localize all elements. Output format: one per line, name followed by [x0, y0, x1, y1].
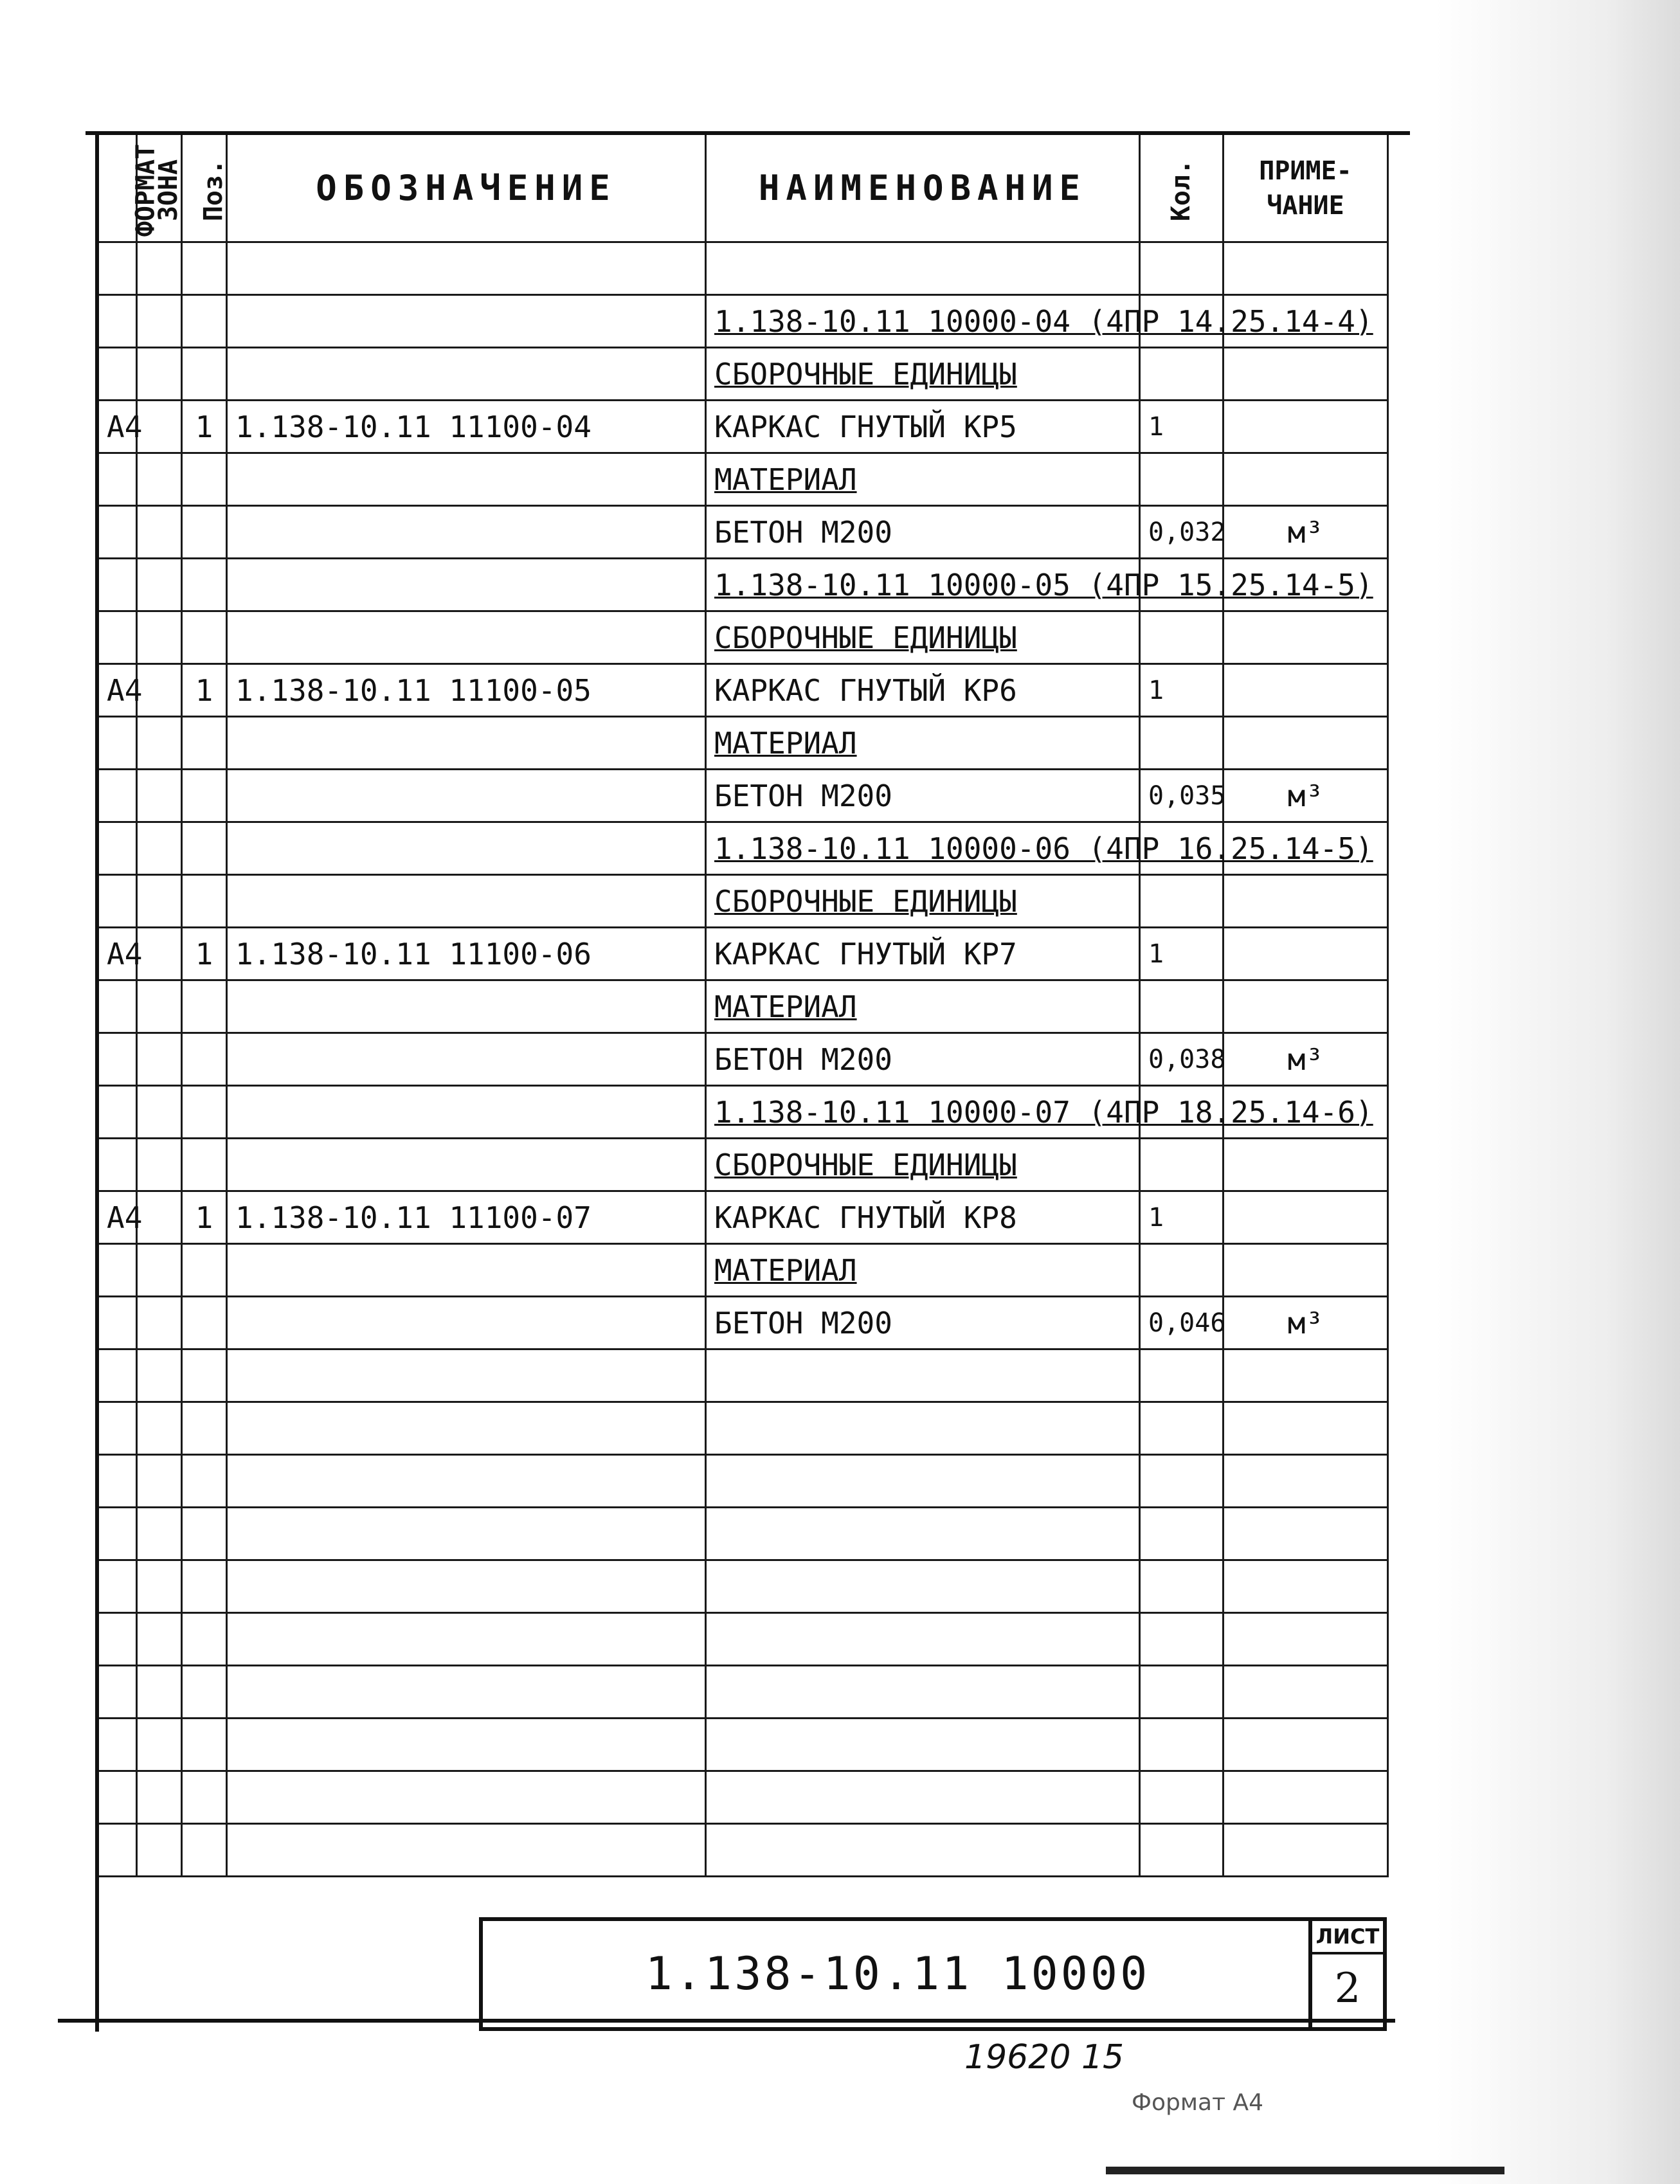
cell-note: [1224, 1613, 1388, 1666]
header-row: [98, 134, 1388, 242]
cell-qty: [1140, 1402, 1224, 1455]
cell-pos: [182, 1613, 227, 1666]
cell-format: [98, 980, 137, 1033]
header-zone: ЗОНА: [137, 134, 182, 242]
cell-format: [98, 1086, 137, 1139]
cell-zone: [137, 295, 182, 348]
table-row: [98, 1560, 1388, 1613]
cell-qty: [1140, 1455, 1224, 1508]
cell-zone: [137, 1033, 182, 1086]
cell-name: [706, 1824, 1140, 1877]
cell-pos: [182, 1455, 227, 1508]
cell-format: [98, 1719, 137, 1771]
scan-edge-shading: [1436, 0, 1680, 2184]
cell-note: м³: [1224, 770, 1388, 822]
table-row: [98, 1349, 1388, 1402]
cell-pos: [182, 875, 227, 928]
cell-qty: [1140, 717, 1224, 770]
cell-format: [98, 1666, 137, 1719]
table-row: [98, 559, 1388, 611]
cell-format: [98, 1033, 137, 1086]
table-row: [98, 1613, 1388, 1666]
cell-qty: [1140, 453, 1224, 506]
cell-zone: [137, 1666, 182, 1719]
cell-pos: [182, 1139, 227, 1191]
specification-table: [97, 133, 1389, 1877]
table-row: [98, 664, 1388, 717]
cell-format: [98, 1139, 137, 1191]
cell-pos: [182, 822, 227, 875]
cell-pos: [182, 559, 227, 611]
table-row: [98, 1139, 1388, 1191]
cell-zone: [137, 822, 182, 875]
table-row: [98, 611, 1388, 664]
cell-zone: [137, 1139, 182, 1191]
cell-zone: [137, 1613, 182, 1666]
cell-zone: [137, 770, 182, 822]
cell-zone: [137, 242, 182, 295]
cell-format: [98, 1297, 137, 1349]
cell-note: [1224, 1191, 1388, 1244]
table-row: [98, 1771, 1388, 1824]
cell-designation: [227, 1139, 706, 1191]
table-row: [98, 1191, 1388, 1244]
table-row: [98, 1824, 1388, 1877]
cell-qty: 0,038: [1140, 1033, 1224, 1086]
cell-format: [98, 770, 137, 822]
cell-designation: [227, 242, 706, 295]
cell-zone: [137, 1244, 182, 1297]
title-block: [479, 1917, 1312, 2031]
cell-pos: [182, 453, 227, 506]
cell-zone: [137, 1402, 182, 1455]
cell-designation: [227, 1297, 706, 1349]
cell-designation: [227, 453, 706, 506]
cell-pos: [182, 506, 227, 559]
table-row: [98, 401, 1388, 453]
table-row: [98, 1297, 1388, 1349]
cell-zone: [137, 1824, 182, 1877]
cell-qty: [1140, 611, 1224, 664]
cell-note: [1224, 348, 1388, 401]
cell-zone: [137, 1508, 182, 1560]
cell-note: м³: [1224, 1297, 1388, 1349]
cell-format: [98, 559, 137, 611]
table-row: [98, 1033, 1388, 1086]
cell-format: [98, 1402, 137, 1455]
cell-note: [1224, 664, 1388, 717]
cell-designation: [227, 348, 706, 401]
cell-name: КАРКАС ГНУТЫЙ КР5: [706, 401, 1140, 453]
cell-name: [706, 242, 1140, 295]
cell-pos: 1: [182, 401, 227, 453]
cell-name: [706, 1719, 1140, 1771]
cell-zone: [137, 1719, 182, 1771]
cell-note: м³: [1224, 506, 1388, 559]
cell-designation: [227, 717, 706, 770]
cell-zone: [137, 506, 182, 559]
cell-qty: [1140, 1139, 1224, 1191]
format-note: Формат А4: [1132, 2089, 1264, 2116]
cell-note: [1224, 453, 1388, 506]
cell-designation: 1.138-10.11 11100-07: [227, 1191, 706, 1244]
cell-name: [706, 1771, 1140, 1824]
cell-format: [98, 506, 137, 559]
cell-format: [98, 1508, 137, 1560]
cell-qty: [1140, 875, 1224, 928]
cell-pos: [182, 1508, 227, 1560]
cell-note: [1224, 1824, 1388, 1877]
table-row: [98, 1719, 1388, 1771]
cell-format: [98, 1560, 137, 1613]
cell-note: [1224, 1402, 1388, 1455]
cell-name: КАРКАС ГНУТЫЙ КР8: [706, 1191, 1140, 1244]
sheet-label: ЛИСТ: [1312, 1921, 1383, 1954]
cell-zone: [137, 664, 182, 717]
cell-format: [98, 611, 137, 664]
cell-name: БЕТОН М200: [706, 506, 1140, 559]
table-row: [98, 1455, 1388, 1508]
archive-number: 19620 15: [964, 2038, 1125, 2077]
cell-pos: 1: [182, 1191, 227, 1244]
cell-pos: [182, 1349, 227, 1402]
table-row: [98, 770, 1388, 822]
cell-name: БЕТОН М200: [706, 1033, 1140, 1086]
cell-designation: [227, 506, 706, 559]
cell-format: [98, 348, 137, 401]
table-row: [98, 242, 1388, 295]
cell-format: А4: [98, 401, 137, 453]
frame-left-line: [95, 131, 99, 2032]
cell-designation: [227, 1824, 706, 1877]
table-row: [98, 506, 1388, 559]
cell-format: [98, 875, 137, 928]
cell-note: м³: [1224, 1033, 1388, 1086]
cell-designation: [227, 822, 706, 875]
table-row: [98, 822, 1388, 875]
cell-qty: 0,032: [1140, 506, 1224, 559]
cell-name: [706, 1613, 1140, 1666]
cell-name: БЕТОН М200: [706, 770, 1140, 822]
cell-format: А4: [98, 664, 137, 717]
cell-qty: [1140, 1719, 1224, 1771]
cell-qty: [1140, 1349, 1224, 1402]
cell-name: [706, 1508, 1140, 1560]
cell-zone: [137, 875, 182, 928]
cell-name: 1.138-10.11 10000-05 (4ПР 15.25.14-5): [706, 559, 1140, 611]
cell-pos: [182, 1402, 227, 1455]
cell-zone: [137, 401, 182, 453]
cell-format: А4: [98, 1191, 137, 1244]
cell-qty: 1: [1140, 1191, 1224, 1244]
cell-note: [1224, 1508, 1388, 1560]
cell-qty: [1140, 242, 1224, 295]
cell-pos: [182, 1666, 227, 1719]
cell-name: БЕТОН М200: [706, 1297, 1140, 1349]
table-row: [98, 1508, 1388, 1560]
cell-pos: [182, 1560, 227, 1613]
cell-name: 1.138-10.11 10000-06 (4ПР 16.25.14-5): [706, 822, 1140, 875]
cell-name: СБОРОЧНЫЕ ЕДИНИЦЫ: [706, 1139, 1140, 1191]
cell-qty: [1140, 1508, 1224, 1560]
table-row: [98, 1244, 1388, 1297]
cell-note: [1224, 242, 1388, 295]
cell-name: МАТЕРИАЛ: [706, 717, 1140, 770]
cell-name: КАРКАС ГНУТЫЙ КР6: [706, 664, 1140, 717]
scan-artifact-line: [1106, 2167, 1504, 2174]
cell-zone: [137, 1771, 182, 1824]
cell-designation: [227, 1402, 706, 1455]
frame-top-line: [86, 131, 1410, 135]
cell-format: [98, 1244, 137, 1297]
cell-name: СБОРОЧНЫЕ ЕДИНИЦЫ: [706, 611, 1140, 664]
cell-note: [1224, 1244, 1388, 1297]
cell-zone: [137, 611, 182, 664]
cell-pos: [182, 242, 227, 295]
cell-zone: [137, 1560, 182, 1613]
cell-designation: [227, 1560, 706, 1613]
cell-zone: [137, 453, 182, 506]
header-name: НАИМЕНОВАНИЕ: [706, 134, 1140, 242]
cell-designation: [227, 559, 706, 611]
cell-designation: 1.138-10.11 11100-05: [227, 664, 706, 717]
cell-name: [706, 1455, 1140, 1508]
cell-pos: 1: [182, 664, 227, 717]
cell-note: [1224, 1139, 1388, 1191]
cell-name: МАТЕРИАЛ: [706, 1244, 1140, 1297]
table-row: [98, 1402, 1388, 1455]
table-row: [98, 928, 1388, 980]
cell-zone: [137, 559, 182, 611]
cell-designation: [227, 770, 706, 822]
cell-zone: [137, 717, 182, 770]
cell-qty: [1140, 1771, 1224, 1824]
cell-qty: [1140, 1613, 1224, 1666]
cell-note: [1224, 1455, 1388, 1508]
cell-zone: [137, 1455, 182, 1508]
cell-pos: [182, 295, 227, 348]
cell-designation: [227, 1508, 706, 1560]
cell-designation: [227, 875, 706, 928]
header-designation: ОБОЗНАЧЕНИЕ: [227, 134, 706, 242]
cell-designation: [227, 295, 706, 348]
header-format: ФОРМАТ: [98, 134, 137, 242]
cell-qty: [1140, 1824, 1224, 1877]
table-row: [98, 1086, 1388, 1139]
cell-qty: [1140, 1560, 1224, 1613]
cell-zone: [137, 1349, 182, 1402]
cell-format: [98, 295, 137, 348]
cell-pos: 1: [182, 928, 227, 980]
cell-note: [1224, 717, 1388, 770]
cell-note: [1224, 401, 1388, 453]
cell-pos: [182, 980, 227, 1033]
cell-name: [706, 1349, 1140, 1402]
cell-qty: 1: [1140, 401, 1224, 453]
cell-designation: [227, 1033, 706, 1086]
cell-designation: [227, 1349, 706, 1402]
cell-designation: [227, 1771, 706, 1824]
cell-format: [98, 822, 137, 875]
cell-pos: [182, 1033, 227, 1086]
cell-pos: [182, 1086, 227, 1139]
sheet-cell: [1308, 1917, 1387, 2031]
cell-pos: [182, 611, 227, 664]
cell-format: [98, 1349, 137, 1402]
cell-designation: [227, 611, 706, 664]
cell-format: [98, 1824, 137, 1877]
cell-name: [706, 1560, 1140, 1613]
cell-qty: [1140, 348, 1224, 401]
cell-designation: 1.138-10.11 11100-04: [227, 401, 706, 453]
cell-name: 1.138-10.11 10000-04 (4ПР 14.25.14-4): [706, 295, 1140, 348]
cell-name: [706, 1402, 1140, 1455]
cell-designation: 1.138-10.11 11100-06: [227, 928, 706, 980]
cell-designation: [227, 1719, 706, 1771]
cell-note: [1224, 1771, 1388, 1824]
header-qty: Кол.: [1140, 134, 1224, 242]
cell-name: 1.138-10.11 10000-07 (4ПР 18.25.14-6): [706, 1086, 1140, 1139]
cell-format: А4: [98, 928, 137, 980]
cell-pos: [182, 717, 227, 770]
cell-qty: [1140, 980, 1224, 1033]
cell-format: [98, 1455, 137, 1508]
cell-pos: [182, 1297, 227, 1349]
cell-zone: [137, 928, 182, 980]
cell-designation: [227, 980, 706, 1033]
cell-format: [98, 453, 137, 506]
cell-designation: [227, 1244, 706, 1297]
cell-designation: [227, 1086, 706, 1139]
cell-note: [1224, 980, 1388, 1033]
cell-format: [98, 717, 137, 770]
cell-pos: [182, 1719, 227, 1771]
cell-zone: [137, 348, 182, 401]
cell-zone: [137, 1297, 182, 1349]
cell-format: [98, 242, 137, 295]
table-row: [98, 980, 1388, 1033]
cell-qty: 0,035: [1140, 770, 1224, 822]
cell-qty: 1: [1140, 664, 1224, 717]
table-row: [98, 348, 1388, 401]
header-pos: Поз.: [182, 134, 227, 242]
cell-pos: [182, 770, 227, 822]
cell-zone: [137, 980, 182, 1033]
table-row: [98, 875, 1388, 928]
cell-name: СБОРОЧНЫЕ ЕДИНИЦЫ: [706, 348, 1140, 401]
cell-qty: 0,046: [1140, 1297, 1224, 1349]
cell-qty: [1140, 1244, 1224, 1297]
cell-name: СБОРОЧНЫЕ ЕДИНИЦЫ: [706, 875, 1140, 928]
cell-format: [98, 1771, 137, 1824]
cell-note: [1224, 928, 1388, 980]
cell-qty: 1: [1140, 928, 1224, 980]
cell-pos: [182, 348, 227, 401]
table-row: [98, 717, 1388, 770]
cell-note: [1224, 1349, 1388, 1402]
table-row: [98, 453, 1388, 506]
cell-note: [1224, 875, 1388, 928]
cell-note: [1224, 1666, 1388, 1719]
cell-pos: [182, 1244, 227, 1297]
cell-note: [1224, 1560, 1388, 1613]
table-row: [98, 295, 1388, 348]
cell-name: МАТЕРИАЛ: [706, 980, 1140, 1033]
cell-zone: [137, 1086, 182, 1139]
cell-name: [706, 1666, 1140, 1719]
cell-designation: [227, 1613, 706, 1666]
cell-qty: [1140, 1666, 1224, 1719]
cell-designation: [227, 1666, 706, 1719]
cell-note: [1224, 1719, 1388, 1771]
sheet-number: 2: [1334, 1965, 1361, 2012]
cell-format: [98, 1613, 137, 1666]
cell-zone: [137, 1191, 182, 1244]
header-note: ПРИМЕ-ЧАНИЕ: [1224, 134, 1388, 242]
cell-name: КАРКАС ГНУТЫЙ КР7: [706, 928, 1140, 980]
table-body: [98, 242, 1388, 1877]
cell-pos: [182, 1824, 227, 1877]
cell-pos: [182, 1771, 227, 1824]
cell-note: [1224, 611, 1388, 664]
cell-designation: [227, 1455, 706, 1508]
cell-name: МАТЕРИАЛ: [706, 453, 1140, 506]
table-row: [98, 1666, 1388, 1719]
document-code: 1.138-10.11 10000: [645, 1947, 1150, 2000]
